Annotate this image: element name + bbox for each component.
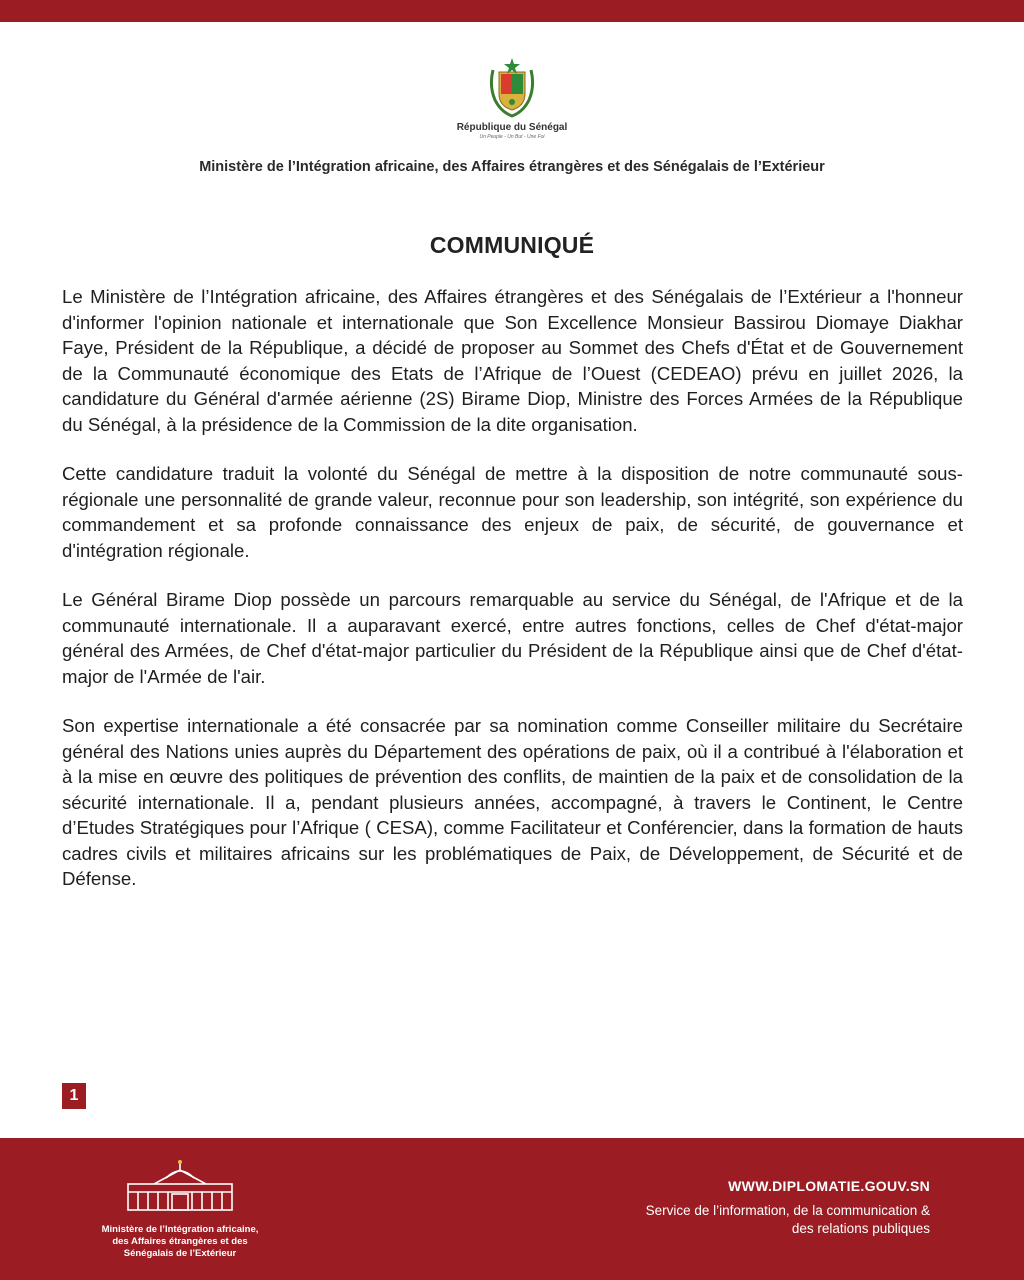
footer-service-name — [530, 1202, 930, 1238]
communique-body — [62, 284, 963, 916]
paragraph-3: Le Général Birame Diop possède un parcours remarquable au service du Sénégal, de l'Afrique et de la communauté internationale. Il a auparavant exercé, entre autres fonctions, celles de Chef d'état-major général des Armées, de Chef d'état-major particulier du Président de la République ainsi que de Chef d'état-major de l'Armée de l'air. — [62, 589, 963, 687]
republic-title: République du Sénégal — [456, 122, 568, 133]
top-accent-bar — [0, 0, 1024, 22]
ministry-header: Ministère de l’Intégration africaine, des Affaires étrangères et des Sénégalais de l’Extérieur — [199, 159, 825, 175]
page-number-badge: 1 — [62, 1083, 86, 1109]
senegal-coat-of-arms-icon — [487, 56, 537, 118]
document-title: COMMUNIQUÉ — [429, 232, 595, 258]
paragraph-1: Le Ministère de l’Intégration africaine, des Affaires étrangères et des Sénégalais de l’Extérieur a l'honneur d'informer l'opinion nationale et internationale que Son Excellence Monsieur Bassirou Diomaye Diakhar Faye, Président de la République, a décidé de proposer au Sommet des Chefs d'État et de Gouvernement de la Communauté économique des Etats de l’Afrique de l’Ouest (CEDEAO) prévu en juillet 2026, la candidature du Général d'armée aérienne (2S) Birame Diop, Ministre des Forces Armées de la République du Sénégal, à la présidence de la Commission de la dite organisation. — [62, 286, 963, 435]
republic-motto: Un Peuple - Un But - Une Foi — [479, 134, 545, 140]
footer-ministry-line: Ministère de l’Intégration africaine, — [101, 1224, 259, 1235]
website-link[interactable]: WWW.DIPLOMATIE.GOUV.SN — [728, 1178, 930, 1194]
paragraph-4: Son expertise internationale a été consacrée par sa nomination comme Conseiller militaire du Secrétaire général des Nations unies auprès du Département des opérations de paix, où il a contribué à l'élaboration et à la mise en œuvre des politiques de prévention des conflits, de maintien de la paix et de consolidation de la sécurité internationale. Il a, pendant plusieurs années, accompagné, à travers le Continent, le Centre d’Etudes Stratégiques pour l’Afrique ( CESA), comme Facilitateur et Conférencier, dans la formation de hauts cadres civils et militaires africains sur les problématiques de Paix, de Développement, de Sécurité et de Défense. — [62, 715, 963, 889]
footer — [0, 1138, 1024, 1280]
footer-ministry-line: Sénégalais de l’Extérieur — [123, 1248, 237, 1259]
paragraph-2: Cette candidature traduit la volonté du Sénégal de mettre à la disposition de notre communauté sous-régionale une personnalité de grande valeur, reconnue pour son leadership, son intégrité, son expérience du commandement et sa profonde connaissance des enjeux de paix, de sécurité, de gouvernance et d'intégration régionale. — [62, 463, 963, 561]
footer-ministry-name — [70, 1224, 290, 1260]
ministry-building-logo-icon — [124, 1158, 236, 1214]
footer-ministry-line: des Affaires étrangères et des — [112, 1236, 248, 1247]
footer-service-line: Service de l’information, de la communication & — [645, 1203, 930, 1218]
footer-service-line: des relations publiques — [791, 1221, 930, 1236]
